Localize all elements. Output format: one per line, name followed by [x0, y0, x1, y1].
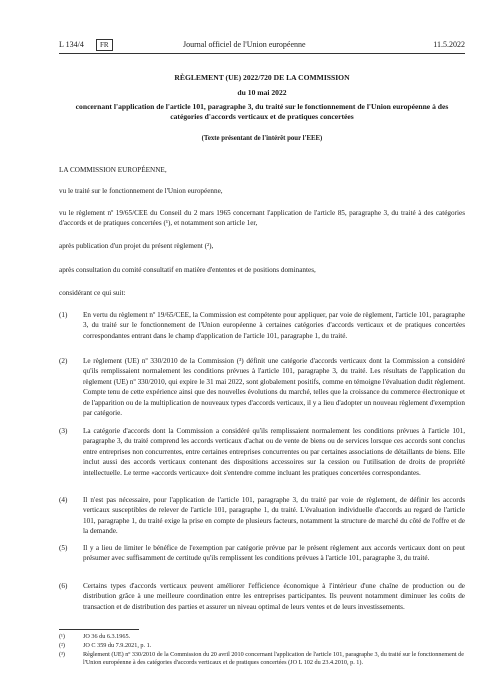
recital-number: (3): [59, 427, 68, 435]
footnote-number: (²): [59, 642, 65, 649]
footnote: [59, 651, 465, 667]
running-header: [59, 40, 465, 52]
footnote: [59, 642, 465, 650]
whereas-intro: considérant ce qui suit:: [59, 289, 126, 297]
footnote-divider: [59, 629, 139, 630]
recital-text: Il y a lieu de limiter le bénéfice de l'exemption par catégorie prévue par le présent règlement aux accords verticaux dont on peut présumer avec suffisamment de certitude qu'ils remplissent les conditions prévues à l'article 101, paragraphe 3, du traité.: [83, 544, 465, 563]
language-badge: FR: [96, 39, 113, 51]
footnote: [59, 633, 465, 641]
commission-line: LA COMMISSION EUROPÉENNE,: [59, 166, 167, 174]
footnote-number: (¹): [59, 633, 65, 640]
recital-text: Le règlement (UE) nº 330/2010 de la Commission (³) définit une catégorie d'accords verticaux dont la Commission a considéré qu'ils remplissaient normalement les conditions prévues à l'article 101, paragraphe 3, du traité. Les résultats de l'application du règlement (UE) nº 330/2010, qui expire le 31 mai 2022, sont globalement positifs, comme en témoigne l'évaluation dudit règlement. Compte tenu de cette expérience ainsi que des nouvelles évolutions du marché, telles que la croissance du commerce électronique et de l'apparition ou de la multiplication de nouveaux types d'accords verticaux, il y a lieu d'adopter un nouveau règlement d'exemption par catégorie.: [83, 357, 465, 418]
regulation-date: du 10 mai 2022: [237, 88, 287, 97]
regulation-title: RÈGLEMENT (UE) 2022/720 DE LA COMMISSION: [174, 73, 350, 82]
eee-relevance-note: (Texte présentant de l'intérêt pour l'EEE): [201, 135, 323, 142]
recital-text: En vertu du règlement nº 19/65/CEE, la Commission est compétente pour appliquer, par voie de règlement, l'article 101, paragraphe 3, du traité sur le fonctionnement de l'Union européenne à certaines catégories d'accords verticaux et de pratiques concertées correspondantes entrant dans le champ d'application de l'article 101, paragraphe 1, du traité.: [83, 311, 465, 340]
recital-number: (5): [59, 544, 68, 552]
recital-text: La catégorie d'accords dont la Commission a considéré qu'ils remplissaient normalement les conditions prévues à l'article 101, paragraphe 3, du traité comprend les accords verticaux d'achat ou de vente de biens ou de services lorsque ces accords sont conclus entre entreprises non concurrentes, entre certaines entreprises concurrentes ou par certaines associations de détaillants de biens. Elle inclut aussi des accords verticaux contenant des dispositions accessoires sur la cession ou l'utilisation de droits de propriété intellectuelle. Le terme «accords verticaux» doit s'entendre comme incluant les pratiques concertées correspondantes.: [83, 427, 465, 477]
citation-regulation: vu le règlement nº 19/65/CEE du Conseil du 2 mars 1965 concernant l'application de l'article 85, paragraphe 3, du traité à des catégories d'accords et de pratiques concertées (¹), et notamment son article 1er,: [59, 209, 465, 228]
footnote-text: Règlement (UE) nº 330/2010 de la Commission du 20 avril 2010 concernant l'application de l'article 101, paragraphe 3, du traité sur le fonctionnement de l'Union européenne à des catégories d'accords verticaux et de pratiques concertées (JO L 102 du 23.4.2010, p. 1).: [83, 651, 464, 666]
citation-consultation: après consultation du comité consultatif en matière d'ententes et de positions dominantes,: [59, 266, 316, 274]
recital-number: (1): [59, 311, 68, 319]
recital-item: [59, 356, 465, 418]
recital-text: Certains types d'accords verticaux peuvent améliorer l'efficience économique à l'intérieur d'une chaîne de production ou de distribution grâce à une meilleure coordination entre les entreprises participantes. Ils peuvent notamment diminuer les coûts de transaction et de distribution des parties et assurer un niveau optimal de leurs ventes et de leurs investissements.: [83, 582, 465, 611]
page-reference: L 134/4: [59, 40, 84, 49]
recital-number: (2): [59, 357, 68, 365]
recital-item: [59, 543, 465, 564]
footnote-text: JO 36 du 6.3.1965.: [83, 633, 131, 640]
header-divider: [59, 53, 465, 54]
recital-item: [59, 581, 465, 612]
recital-number: (6): [59, 582, 68, 590]
recital-item: [59, 310, 465, 341]
journal-title: Journal officiel de l'Union européenne: [183, 40, 306, 49]
recital-number: (4): [59, 496, 68, 504]
recital-item: [59, 495, 465, 537]
footnote-text: JO C 359 du 7.9.2021, p. 1.: [83, 642, 152, 649]
citation-publication: après publication d'un projet du présent règlement (²),: [59, 242, 214, 250]
footnote-number: (³): [59, 651, 65, 658]
publication-date: 11.5.2022: [433, 40, 465, 49]
citation-treaty: vu le traité sur le fonctionnement de l'Union européenne,: [59, 187, 223, 195]
recital-item: [59, 426, 465, 478]
regulation-subject: concernant l'application de l'article 101, paragraphe 3, du traité sur le fonctionnement de l'Union européenne à des catégories d'accords verticaux et de pratiques concertées: [75, 102, 449, 121]
recital-text: Il n'est pas nécessaire, pour l'application de l'article 101, paragraphe 3, du traité par voie de règlement, de définir les accords verticaux susceptibles de relever de l'article 101, paragraphe 1, du traité. L'évaluation individuelle d'accords au regard de l'article 101, paragraphe 1, du traité exige la prise en compte de plusieurs facteurs, notamment la structure de marché du côté de l'offre et de la demande.: [83, 496, 465, 536]
